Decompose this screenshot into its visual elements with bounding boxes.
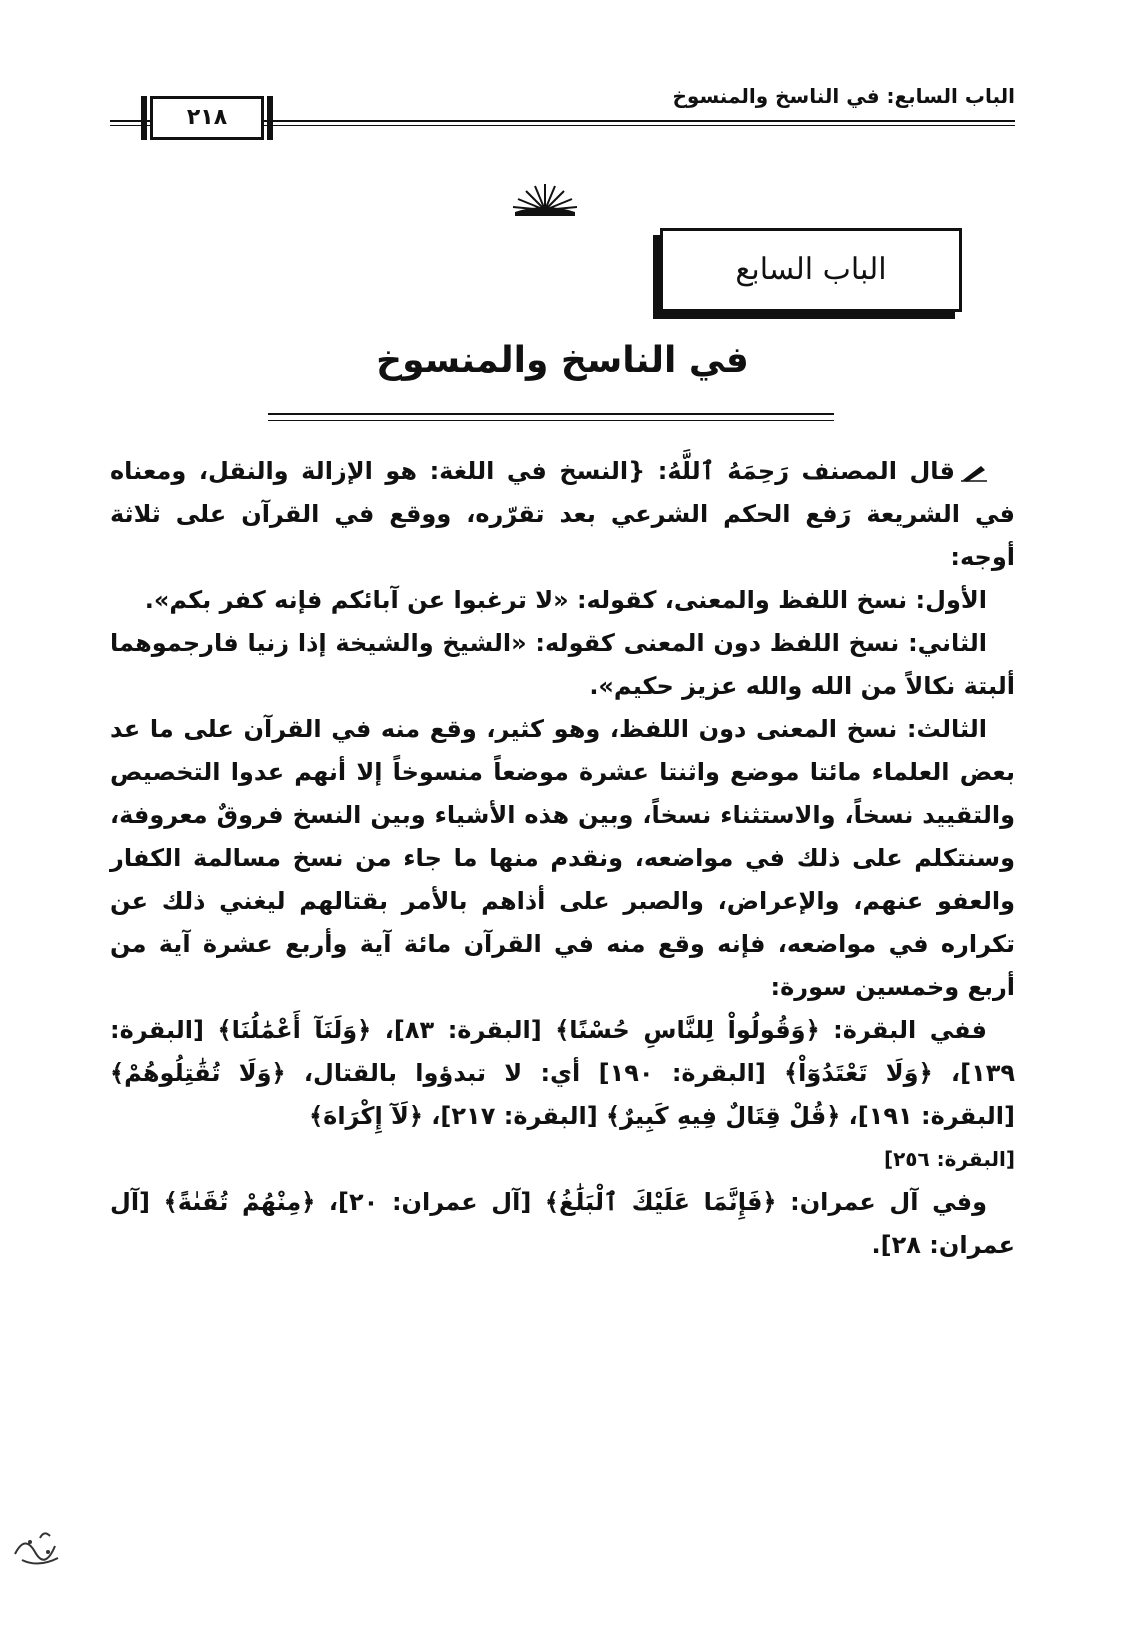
baqarah-reference: [البقرة: ٢٥٦]	[883, 1147, 1015, 1171]
intro-paragraph	[110, 450, 1015, 579]
chapter-label-box: الباب السابع	[660, 228, 962, 312]
running-head: الباب السابع: في الناسخ والمنسوخ	[672, 84, 1015, 108]
third-type-paragraph: الثالث: نسخ المعنى دون اللفظ، وهو كثير، وقع منه في القرآن على ما عد بعض العلماء مائتا موضع واثنتا عشرة موضعاً منسوخاً إلا أنهم عدوا التخصيص والتقييد نسخاً، والاستثناء نسخاً، وبين هذه الأشياء وبين النسخ فروقٌ معروفة، وسنتكلم على ذلك في مواضعه، ونقدم منها ما جاء من نسخ مسالمة الكفار والعفو عنهم، والإعراض، والصبر على أذاهم بالأمر بقتالهم ليغني ذلك عن تكراره في مواضعه، فإنه وقع منه في القرآن مائة آية وأربع عشرة آية من أربع وخمسين سورة:	[110, 715, 1015, 1001]
title-rule	[268, 413, 834, 415]
first-type-paragraph: الأول: نسخ اللفظ والمعنى، كقوله: «لا ترغبوا عن آبائكم فإنه كفر بكم».	[144, 586, 987, 614]
intro-text: قال المصنف رَحِمَهُ ٱللَّهُ: {النسخ في اللغة: هو الإزالة والنقل، ومعناه في الشريعة رَفع الحكم الشرعي بعد تقرّره، ووقع في القرآن على ثلاثة أوجه:	[110, 457, 1015, 571]
imran-paragraph: وفي آل عمران: ﴿فَإِنَّمَا عَلَيْكَ ٱلْبَلَٰغُ﴾ [آل عمران: ٢٠]، ﴿مِنْهُمْ تُقَىٰةً﴾ [آل عمران: ٢٨].	[110, 1188, 1015, 1259]
sunburst-ornament	[505, 180, 585, 220]
publisher-logo	[10, 1524, 65, 1570]
page-number: ٢١٨	[150, 96, 264, 140]
baqarah-paragraph: ففي البقرة: ﴿وَقُولُواْ لِلنَّاسِ حُسْنًا﴾ [البقرة: ٨٣]، ﴿وَلَنَآ أَعْمَٰلُنَا﴾ [البقرة: ١٣٩]، ﴿وَلَا تَعْتَدُوٓاْ﴾ [البقرة: ١٩٠] أي: لا تبدؤوا بالقتال، ﴿وَلَا تُقَٰتِلُوهُمْ﴾ [البقرة: ١٩١]، ﴿قُلْ قِتَالٌ فِيهِ كَبِيرٌ﴾ [البقرة: ٢١٧]، ﴿لَآ إِكْرَاهَ﴾	[110, 1016, 1016, 1130]
second-type-paragraph: الثاني: نسخ اللفظ دون المعنى كقوله: «الشيخ والشيخة إذا زنيا فارجموهما ألبتة نكالاً من الله والله عزيز حكيم».	[110, 629, 1015, 700]
chapter-title: في الناسخ والمنسوخ	[376, 340, 749, 381]
title-rule-thin	[268, 420, 834, 421]
page-body	[110, 450, 1015, 1267]
pen-icon	[961, 462, 987, 482]
